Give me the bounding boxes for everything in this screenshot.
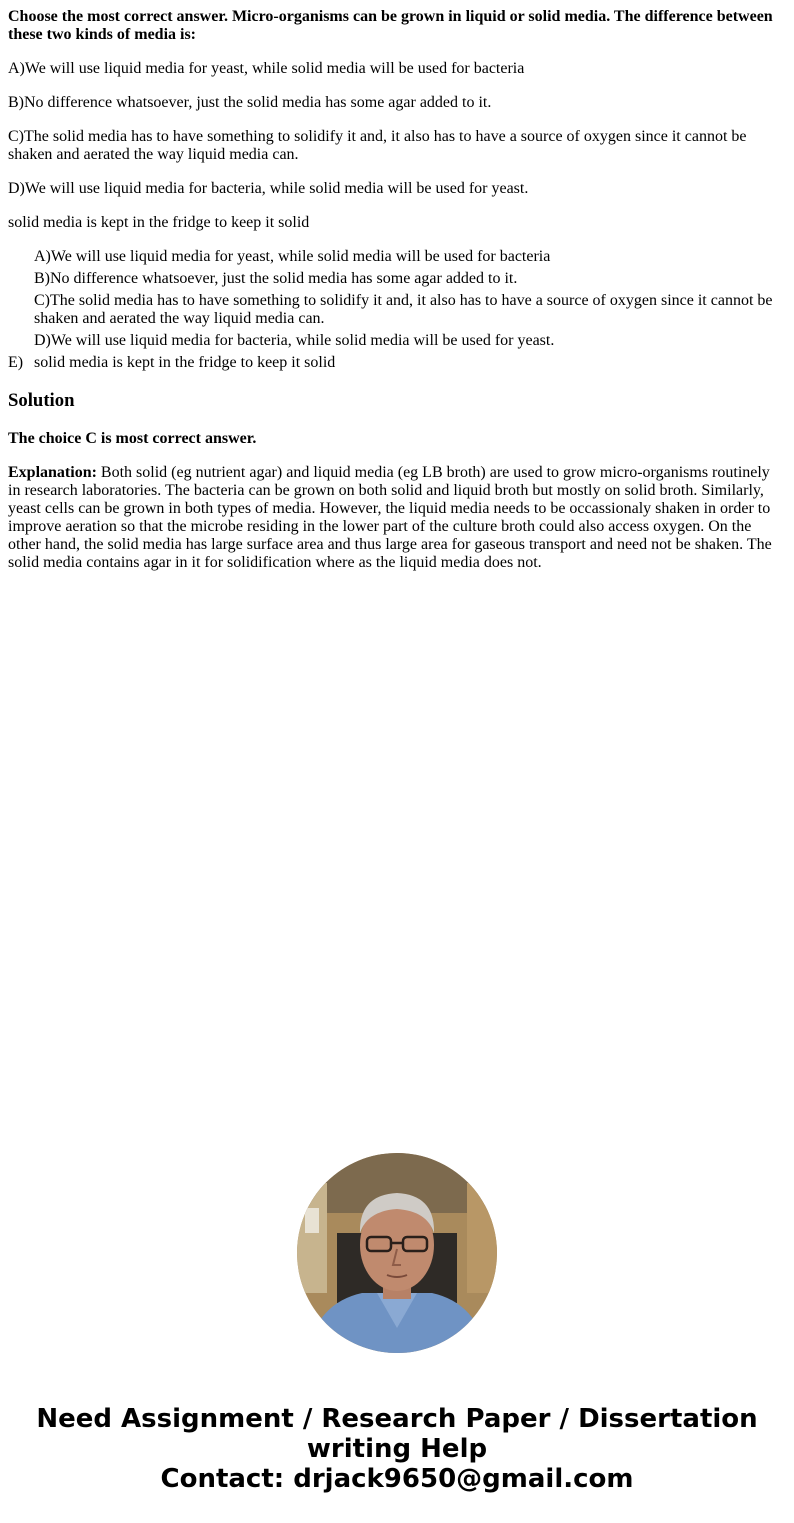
- list-item: [8, 354, 778, 372]
- option-c-paragraph: C)The solid media has to have something to solidify it and, it also has to have a source of oxygen since it cannot be shaken and aerated the way liquid media can.: [8, 128, 747, 163]
- option-e-paragraph: solid media is kept in the fridge to keep it solid: [8, 214, 310, 231]
- list-item: [8, 292, 778, 328]
- portrait-illustration: [297, 1153, 497, 1353]
- document-body: [8, 0, 778, 572]
- solution-heading: Solution: [8, 390, 75, 411]
- options-list: [8, 248, 778, 372]
- list-item-text: C)The solid media has to have something to solidify it and, it also has to have a source of oxygen since it cannot be shaken and aerated the way liquid media can.: [34, 292, 773, 327]
- contact-banner: [0, 1404, 794, 1494]
- list-item-text: A)We will use liquid media for yeast, while solid media will be used for bacteria: [34, 248, 551, 265]
- list-item: [8, 248, 778, 266]
- question-text: Choose the most correct answer. Micro-organisms can be grown in liquid or solid media. The difference between these two kinds of media is:: [8, 8, 773, 43]
- answer-text: The choice C is most correct answer.: [8, 430, 257, 447]
- explanation-paragraph: [8, 464, 778, 572]
- list-item-text: D)We will use liquid media for bacteria, while solid media will be used for yeast.: [34, 332, 555, 349]
- option-a-paragraph: A)We will use liquid media for yeast, while solid media will be used for bacteria: [8, 60, 525, 77]
- banner-line-1: Need Assignment / Research Paper / Dissertation: [36, 1404, 758, 1434]
- explanation-label: Explanation:: [8, 464, 97, 481]
- list-item: [8, 332, 778, 350]
- list-item-text: solid media is kept in the fridge to keep it solid: [34, 354, 336, 371]
- list-item: [8, 270, 778, 288]
- explanation-text: Both solid (eg nutrient agar) and liquid media (eg LB broth) are used to grow micro-organisms routinely in research laboratories. The bacteria can be grown on both solid and liquid broth but mostly on solid broth. Similarly, yeast cells can be grown in both types of media. However, the liquid media needs to be occassionaly shaken in order to improve aeration so that the microbe residing in the lower part of the culture broth could also access oxygen. On the other hand, the solid media has large surface area and thus large area for gaseous transport and need not be shaken. The solid media contains agar in it for solidification where as the liquid media does not.: [8, 464, 772, 571]
- person-portrait-icon: [297, 1153, 497, 1353]
- banner-line-2: writing Help: [306, 1434, 488, 1464]
- list-item-text: B)No difference whatsoever, just the solid media has some agar added to it.: [34, 270, 518, 287]
- banner-contact-line: Contact: drjack9650@gmail.com: [160, 1464, 634, 1494]
- option-b-paragraph: B)No difference whatsoever, just the solid media has some agar added to it.: [8, 94, 492, 111]
- list-marker: E): [8, 354, 24, 371]
- option-d-paragraph: D)We will use liquid media for bacteria, while solid media will be used for yeast.: [8, 180, 529, 197]
